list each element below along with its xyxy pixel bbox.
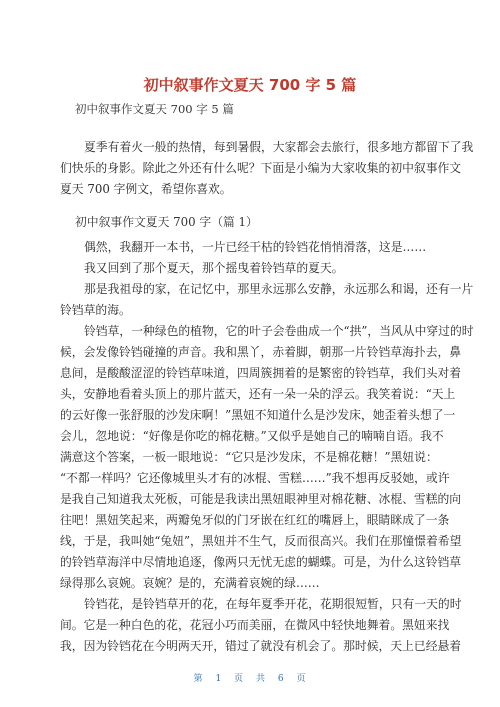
intro-line: 们快乐的身影。除此之外还有什么呢？下面是小编为大家收集的初中叙事作文 — [60, 161, 462, 175]
paragraph-line: 往吧！黑妞笑起来，两瓣兔牙似的门牙嵌在红红的嘴唇上，眼睛眯成了一条 — [60, 513, 450, 527]
footer-page-unit: 页 — [234, 674, 245, 684]
paragraph-line: 那是我祖母的家，在记忆中，那里永远那么安静，永远那么和谒，还有一片 — [84, 282, 474, 296]
footer-page-label: 第 — [193, 674, 204, 684]
paragraph-line: 的铃铛草海洋中尽情地追逐，像两只无忧无虑的蝴蝶。可是，为什么这铃铛草 — [60, 555, 462, 569]
footer-total-label: 共 — [255, 674, 266, 684]
paragraph-line: 我，因为铃铛花在今明两天开，错过了就没有机会了。那时候，天上已经悬着 — [60, 639, 462, 653]
paragraph-line: 铃铛草的海。 — [60, 303, 131, 317]
paragraph-line: 铃铛花，是铃铛草开的花，在每年夏季开花，花期很短暂，只有一天的时 — [84, 597, 462, 611]
document-title: 初中叙事作文夏天 700 字 5 篇 — [143, 76, 357, 94]
paragraph-line: 偶然，我翻开一本书，一片已经干枯的铃铛花悄悄滑落，这是…… — [84, 240, 427, 254]
footer-total-number: 6 — [277, 674, 285, 684]
paragraph-line: 我又回到了那个夏天，那个摇曳着铃铛草的夏天。 — [84, 261, 344, 275]
paragraph-line: 是我自己知道我太死板，可能是我读出黑妞眼神里对棉花糖、冰棍、雪糕的向 — [60, 492, 462, 506]
page-footer — [0, 671, 500, 684]
paragraph-line: 息间，是酸酸涩涩的铃铛草味道，四周簇拥着的是繁密的铃铛草，我们头对着 — [60, 366, 462, 380]
paragraph-line: 间。它是一种白色的花，花冠小巧而美丽，在微风中轻快地舞着。黑妞来找 — [60, 618, 450, 632]
paragraph-line: 铃铛草，一种绿色的植物，它的叶子会卷曲成一个“拱”，当风从中穿过的时 — [84, 324, 474, 338]
paragraph-line: 满意这个答案，一板一眼地说：“它只是沙发床，不是棉花糖！”黑妞说： — [60, 450, 438, 464]
footer-total-unit: 页 — [296, 674, 307, 684]
section-title: 初中叙事作文夏天 700 字（篇 1） — [75, 215, 258, 229]
paragraph-line: 绿得那么哀婉。哀婉？是的，充满着哀婉的绿…… — [60, 576, 320, 590]
intro-paragraph — [60, 137, 474, 200]
paragraph-line: 候，会发像铃铛碰撞的声音。我和黑丫，赤着脚，朝那一片铃铛草海扑去，鼻 — [60, 345, 462, 359]
footer-page-number: 1 — [215, 674, 223, 684]
intro-line: 夏季有着火一般的热情，每到暑假，大家都会去旅行，很多地方都留下了我 — [84, 140, 474, 154]
paragraph-line: 的云好像一张舒服的沙发床啊！”黑妞不知道什么是沙发床，她歪着头想了一 — [60, 408, 456, 422]
paragraph-line: 会儿，忽地说：“好像是你吃的棉花糖。”又似乎是她自己的喃喃自语。我不 — [60, 429, 444, 443]
paragraph-line: 线，于是，我叫她“兔妞”，黑妞并不生气，反而很高兴。我们在那憧憬着希望 — [60, 534, 462, 548]
paragraph-line: 头，安静地看着头顶上的那片蓝天，还有一朵一朵的浮云。我笑着说：“天上 — [60, 387, 456, 401]
intro-line: 夏天 700 字例文，希望你喜欢。 — [60, 182, 232, 196]
essay-body — [60, 237, 474, 657]
document-subtitle: 初中叙事作文夏天 700 字 5 篇 — [75, 102, 234, 116]
paragraph-line: “不都一样吗？它还像城里头才有的冰棍、雪糕……”我不想再反驳她，或许 — [60, 471, 450, 485]
